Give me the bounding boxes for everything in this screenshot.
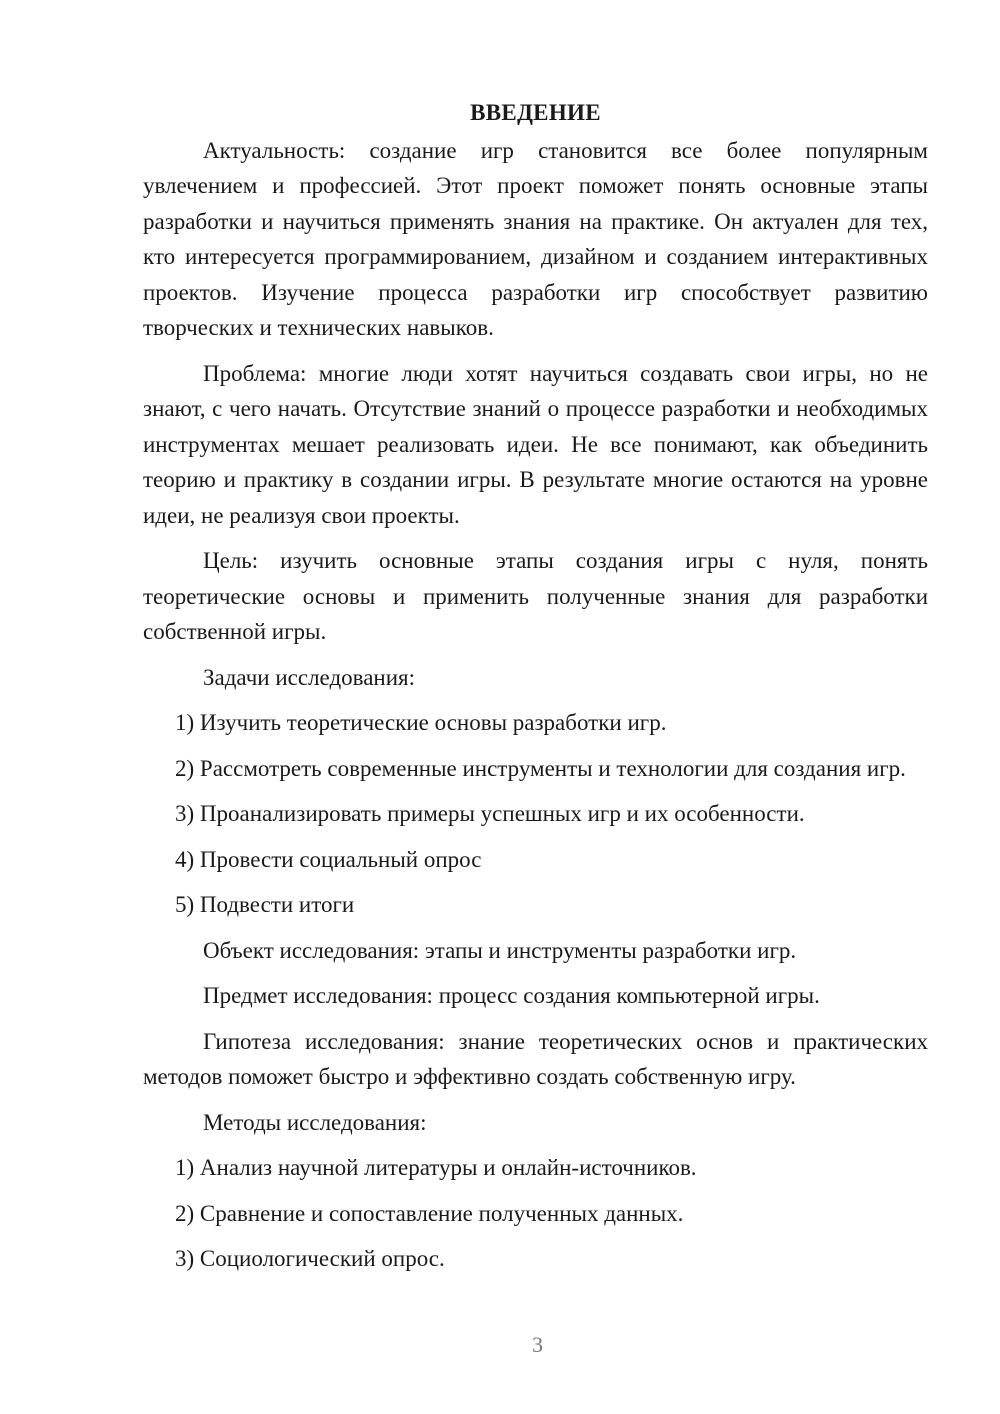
methods-heading: Методы исследования: xyxy=(203,1109,427,1135)
task-item-5: 5) Подвести итоги xyxy=(175,892,355,917)
tasks-heading: Задачи исследования: xyxy=(203,664,416,690)
section-title: ВВЕДЕНИЕ xyxy=(470,100,601,125)
method-item-3: 3) Социологический опрос. xyxy=(175,1246,445,1271)
problem-paragraph: Проблема: многие люди хотят научиться создавать свои игры, но не знают, с чего начать. Отсутствие знаний о процессе разработки и необходимых инструментах мешает реализовать идеи. Не все понимают, как объединить теорию и практику в создании игры. В результате многие остаются на уровне идеи, не реализуя свои проекты. xyxy=(143,360,928,528)
task-item-3: 3) Проанализировать примеры успешных игр и их особенности. xyxy=(175,801,805,826)
goal-paragraph: Цель: изучить основные этапы создания игры с нуля, понять теоретические основы и применить полученные знания для разработки собственной игры. xyxy=(143,548,928,644)
subject-line: Предмет исследования: процесс создания компьютерной игры. xyxy=(203,983,820,1008)
relevance-paragraph: Актуальность: создание игр становится все более популярным увлечением и профессией. Этот проект поможет понять основные этапы разработки и научиться применять знания на практике. Он актуален для тех, кто интересуется программированием, дизайном и созданием интерактивных проектов. Изучение процесса разработки игр способствует развитию творческих и технических навыков. xyxy=(143,137,928,340)
task-item-4: 4) Провести социальный опрос xyxy=(175,846,482,872)
method-item-1: 1) Анализ научной литературы и онлайн-источников. xyxy=(175,1155,697,1180)
method-item-2: 2) Сравнение и сопоставление полученных данных. xyxy=(175,1200,684,1226)
task-item-1: 1) Изучить теоретические основы разработки игр. xyxy=(175,710,667,735)
page-number: 3 xyxy=(532,1332,543,1357)
task-item-2: 2) Рассмотреть современные инструменты и технологии для создания игр. xyxy=(175,755,906,781)
object-line: Объект исследования: этапы и инструменты разработки игр. xyxy=(203,937,797,963)
page-content xyxy=(143,95,928,1287)
hypothesis-paragraph: Гипотеза исследования: знание теоретических основ и практических методов поможет быстро и эффективно создать собственную игру. xyxy=(143,1028,928,1089)
